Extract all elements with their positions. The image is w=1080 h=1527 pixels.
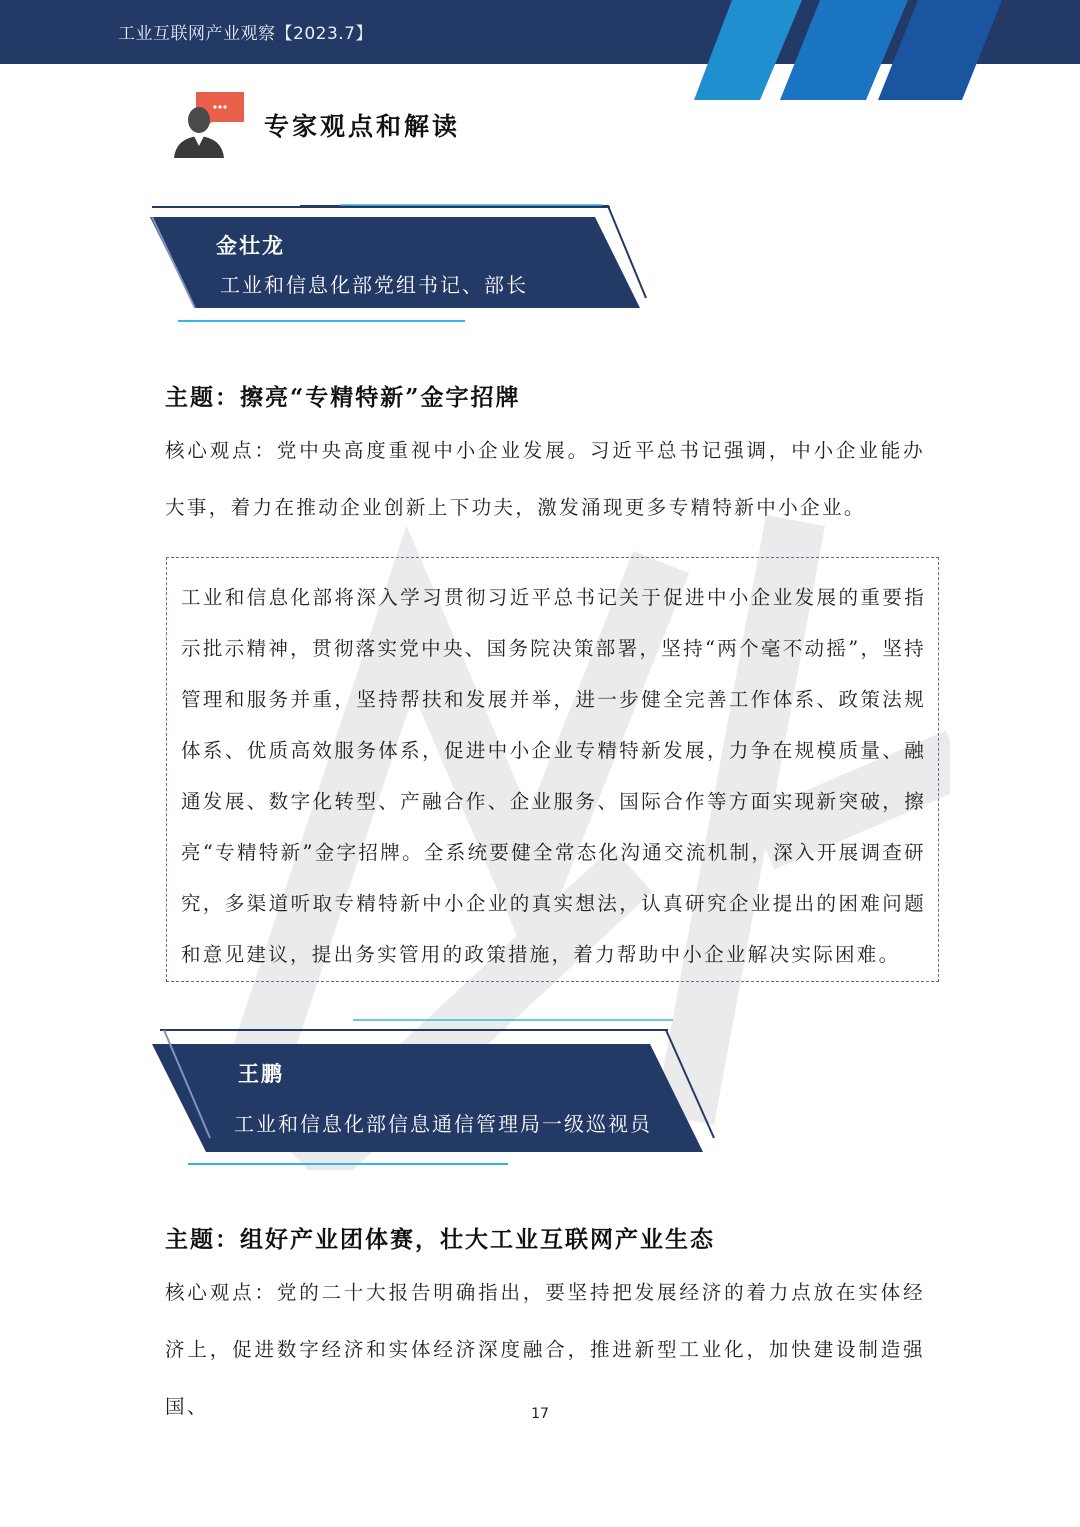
core-viewpoint: 核心观点：党的二十大报告明确指出，要坚持把发展经济的着力点放在实体经济上，促进数字经济和实体经济深度融合，推进新型工业化，加快建设制造强国、 (165, 1281, 925, 1418)
speaker-banner-1 (140, 200, 660, 330)
speaker-role: 工业和信息化部党组书记、部长 (220, 273, 528, 297)
quote-text: 工业和信息化部将深入学习贯彻习近平总书记关于促进中小企业发展的重要指示批示精神，贯彻落实党中央、国务院决策部署，坚持“两个毫不动摇”，坚持管理和服务并重，坚持帮扶和发展并举，进一步健全完善工作体系、政策法规体系、优质高效服务体系，促进中小企业专精特新发展，力争在规模质量、融通发展、数字化转型、产融合作、企业服务、国际合作等方面实现新突破，擦亮“专精特新”金字招牌。全系统要健全常态化沟通交流机制，深入开展调查研究，多渠道听取专精特新中小企业的真实想法，认真研究企业提出的困难问题和意见建议，提出务实管用的政策措施，着力帮助中小企业解决实际困难。 (181, 586, 926, 966)
header-title: 工业互联网产业观察【2023.7】 (118, 24, 373, 44)
header-stripes-decoration (690, 0, 1080, 104)
page-number: 17 (531, 1406, 549, 1422)
quote-box (166, 557, 939, 982)
banner-shape (148, 1018, 728, 1168)
core-viewpoint: 核心观点：党中央高度重视中小企业发展。习近平总书记强调，中小企业能办大事，着力在推动企业创新上下功夫，激发涌现更多专精特新中小企业。 (165, 439, 925, 519)
person-speech-bubble-icon (172, 90, 246, 160)
speaker-role: 工业和信息化部信息通信管理局一级巡视员 (234, 1112, 652, 1136)
speaker-banner-2 (148, 1018, 728, 1168)
topic-heading: 主题：擦亮“专精特新”金字招牌 (165, 384, 521, 411)
speaker-name: 金壮龙 (216, 234, 285, 258)
section-title: 专家观点和解读 (264, 112, 461, 141)
speaker-name: 王鹏 (238, 1062, 284, 1086)
topic-heading: 主题：组好产业团体赛，壮大工业互联网产业生态 (165, 1226, 715, 1253)
banner-shape (140, 200, 660, 330)
